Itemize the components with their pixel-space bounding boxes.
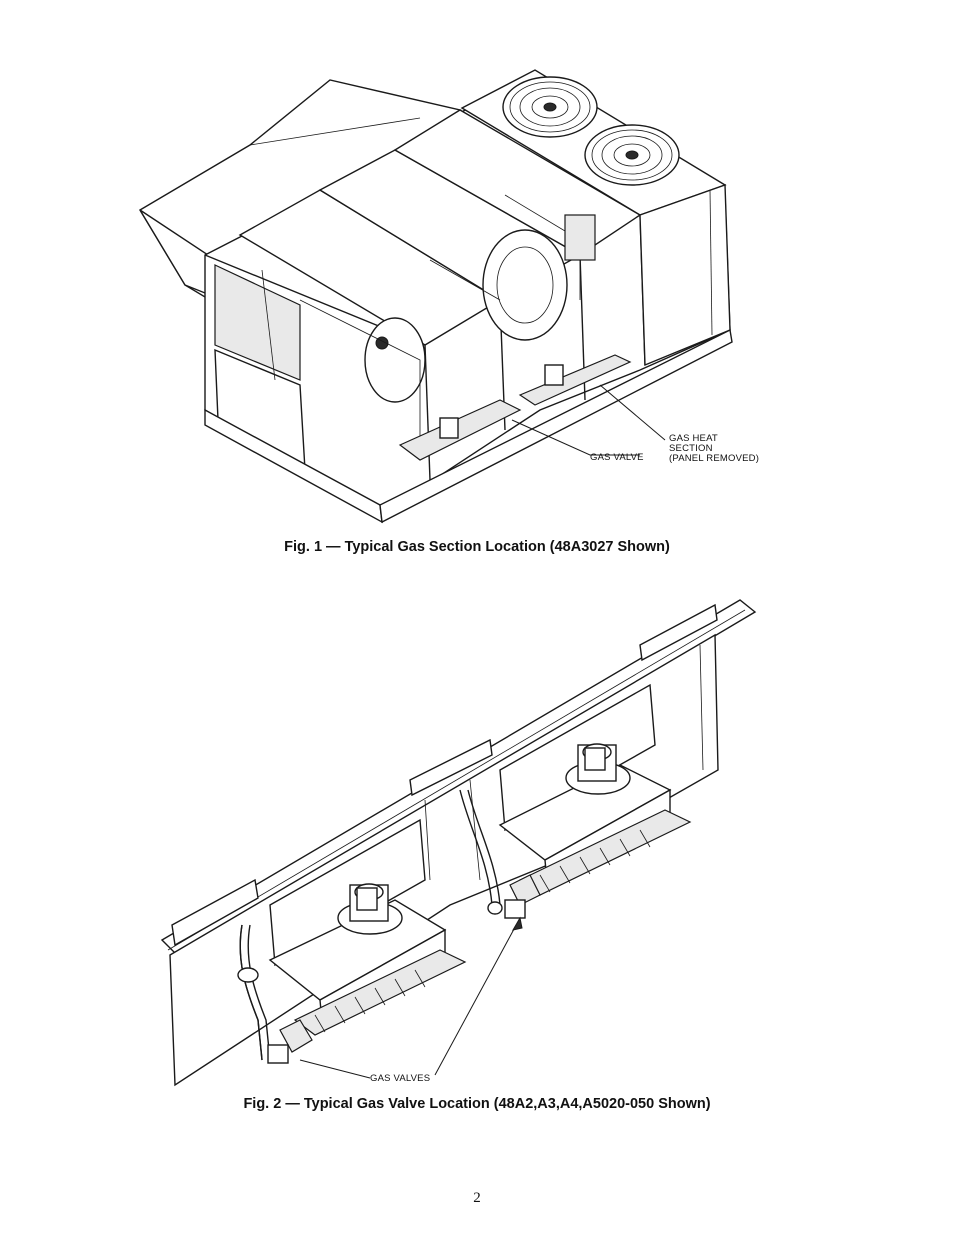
callout-gas-heat-line1: GAS HEAT [669, 433, 718, 444]
figure-1-caption: Fig. 1 — Typical Gas Section Location (48A3027 Shown) [284, 539, 670, 555]
figure-2-caption: Fig. 2 — Typical Gas Valve Location (48A2,A3,A4,A5020-050 Shown) [243, 1096, 711, 1112]
callout-gas-valve: GAS VALVE [590, 452, 644, 463]
callout-gas-valves: GAS VALVES [370, 1073, 431, 1084]
page-number: 2 [473, 1190, 481, 1206]
callout-gas-heat-line3: (PANEL REMOVED) [669, 453, 760, 464]
callout-gas-heat-line2: SECTION [669, 443, 713, 454]
